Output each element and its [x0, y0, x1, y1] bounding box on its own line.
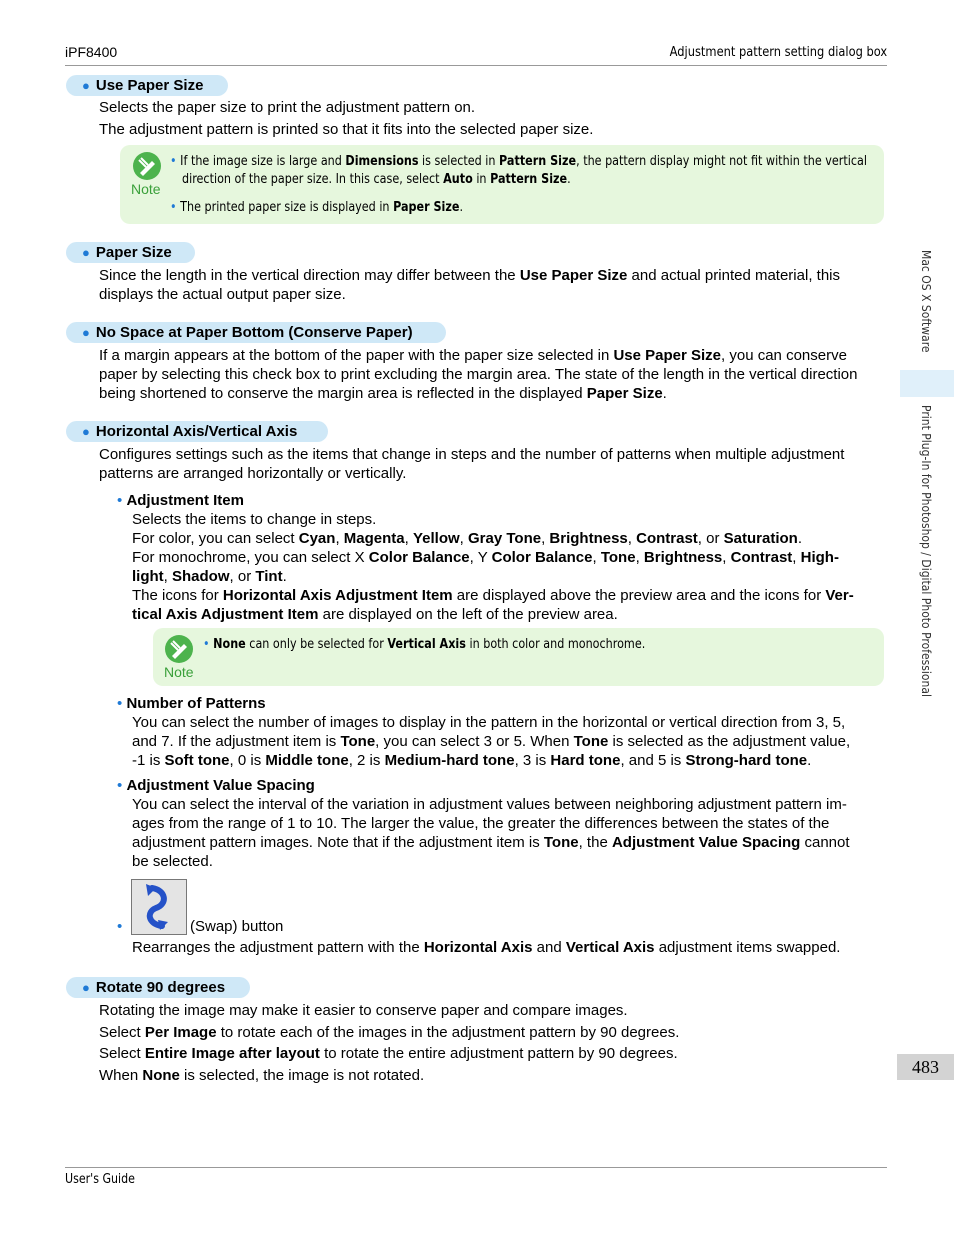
page-number: 483	[897, 1054, 954, 1080]
side-label-plugin: Print Plug-In for Photoshop / Digital Photo Professional	[919, 405, 933, 697]
note-item-2: • The printed paper size is displayed in Paper Size.	[170, 200, 464, 215]
section-heading-use-paper-size: ● Use Paper Size	[66, 75, 228, 96]
header-rule	[65, 65, 887, 66]
number-of-patterns-block: • Number of Patterns You can select the number of images to display in the pattern in the horizontal or vertical direction from 3, 5, and 7. If the adjustment item is Tone, you can select 3 or 5. When Tone is selected as the adjustment value, -1 is Soft tone, 0 is Middle tone, 2 is Medium-hard tone, 3 is Hard tone, and 5 is Strong-hard tone.	[117, 695, 851, 769]
note-pencil-icon	[133, 152, 161, 180]
swap-description: Rearranges the adjustment pattern with the Horizontal Axis and Vertical Axis adjustment items swapped.	[132, 939, 841, 956]
note-label: Note	[164, 664, 194, 680]
adjustment-item-block: • Adjustment Item Selects the items to change in steps. For color, you can select Cyan, Magenta, Yellow, Gray Tone, Brightness, Contrast, or Saturation. For monochrome, you can select X Color Balance, Y Color Balance, Tone, Brightness, Contrast, High- light, Shadow, or Tint. The icons for Horizontal Axis Adjustment Item are displayed above the preview area and the icons for Ver- tical Axis Adjustment Item are displayed on the left of the preview area.	[117, 492, 854, 623]
adjustment-value-spacing-block: • Adjustment Value Spacing You can select the interval of the variation in adjustment values between neighboring adjustment pattern im- ages from the range of 1 to 10. The larger the value, the greater the differences between the states of the adjustment pattern images. Note that if the adjustment item is Tone, the Adjustment Value Spacing cannot be selected.	[117, 777, 850, 870]
side-tab-marker	[900, 370, 954, 397]
bullet-icon: ●	[82, 78, 90, 93]
note-item-1-cont: direction of the paper size. In this case, select Auto in Pattern Size.	[182, 172, 571, 187]
bullet-icon: ●	[82, 325, 90, 340]
bullet-icon: ●	[82, 980, 90, 995]
note-item-none: • None can only be selected for Vertical Axis in both color and monochrome.	[203, 637, 646, 652]
axis-body: Configures settings such as the items that change in steps and the number of patterns when multiple adjustment patterns are arranged horizontally or vertically.	[99, 446, 845, 482]
footer-label: User's Guide	[65, 1172, 135, 1187]
section-heading-no-space: ● No Space at Paper Bottom (Conserve Paper)	[66, 322, 446, 343]
paper-size-body: Since the length in the vertical direction may differ between the Use Paper Size and actual printed material, this displays the actual output paper size.	[99, 267, 840, 303]
note-box-adjustment-item	[153, 628, 884, 686]
section-heading-paper-size: ● Paper Size	[66, 242, 195, 263]
side-label-macos: Mac OS X Software	[919, 250, 933, 353]
note-item-1: • If the image size is large and Dimensions is selected in Pattern Size, the pattern display might not fit within the vertical	[170, 154, 867, 169]
note-pencil-icon	[165, 635, 193, 663]
bullet-icon: ●	[82, 245, 90, 260]
note-label: Note	[131, 181, 161, 197]
note-box-use-paper-size	[120, 145, 884, 224]
no-space-body: If a margin appears at the bottom of the paper with the paper size selected in Use Paper Size, you can conserve paper by selecting this check box to print excluding the margin area. The state of the length in the vertical direction being shortened to conserve the margin area is reflected in the displayed Paper Size.	[99, 347, 858, 402]
section-heading-rotate: ● Rotate 90 degrees	[66, 977, 250, 998]
rotate-body: Rotating the image may make it easier to conserve paper and compare images. Select Per Image to rotate each of the images in the adjustment pattern by 90 degrees. Select Entire Image after layout to rotate the entire adjustment pattern by 90 degrees. When None is selected, the image is not rotated.	[99, 1002, 680, 1084]
bullet-icon: ●	[82, 424, 90, 439]
footer-rule	[65, 1167, 887, 1168]
swap-icon[interactable]	[131, 879, 187, 935]
header-section-title: Adjustment pattern setting dialog box	[669, 45, 887, 60]
use-paper-size-body: Selects the paper size to print the adjustment pattern on. The adjustment pattern is printed so that it fits into the selected paper size.	[99, 99, 594, 138]
swap-bullet: •	[117, 918, 123, 935]
section-heading-axis: ● Horizontal Axis/Vertical Axis	[66, 421, 328, 442]
header-product: iPF8400	[65, 44, 118, 60]
swap-label: (Swap) button	[190, 918, 284, 935]
